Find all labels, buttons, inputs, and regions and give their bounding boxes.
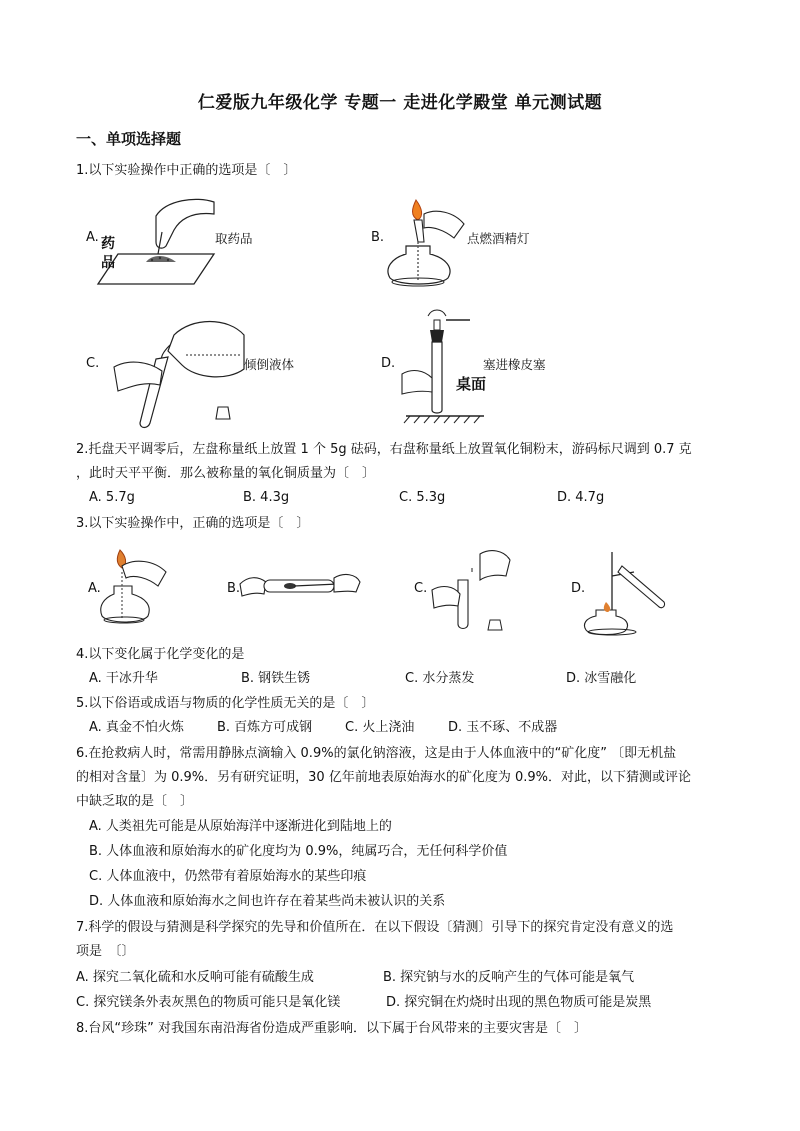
q2-option-d: D. 4.7g — [557, 490, 605, 505]
question-5-stem: 5.以下俗语或成语与物质的化学性质无关的是〔 〕 — [76, 696, 375, 711]
q1-option-d-figure — [398, 302, 488, 424]
question-4-stem: 4.以下变化属于化学变化的是 — [76, 647, 245, 662]
q1-option-a-letter: A. — [86, 230, 99, 245]
q4-option-b: B. 钢铁生锈 — [241, 671, 311, 686]
q4-option-d: D. 冰雪融化 — [566, 671, 637, 686]
q2-option-a: A. 5.7g — [89, 490, 135, 505]
q6-option-a: A. 人类祖先可能是从原始海洋中逐渐进化到陆地上的 — [89, 819, 392, 834]
question-2-stem-line-2: ，此时天平平衡．那么被称量的氧化铜质量为〔 〕 — [76, 466, 376, 481]
q5-option-b: B. 百炼方可成钢 — [217, 720, 313, 735]
q3-option-d-figure — [582, 546, 668, 638]
q1-option-c-figure — [104, 305, 249, 440]
question-1-stem: 1.以下实验操作中正确的选项是〔 〕 — [76, 163, 297, 178]
q3-option-d-letter: D. — [571, 581, 586, 596]
q3-option-c-letter: C. — [414, 581, 428, 596]
q2-option-b: B. 4.3g — [243, 490, 290, 505]
question-7-stem-line-1: 7.科学的假设与猜测是科学探究的先导和价值所在．在以下假设〔猜测〕引导下的探究肯定没有意义的选 — [76, 920, 674, 935]
question-6-stem-line-2: 的相对含量〕为 0.9%．另有研究证明，30 亿年前地表原始海水的矿化度为 0.9%．对此，以下猜测或评论 — [76, 770, 691, 785]
q1-option-b-figure — [384, 194, 474, 290]
q1-option-c-letter: C. — [86, 356, 100, 371]
q3-option-b-figure — [238, 568, 363, 604]
q5-option-c: C. 火上浇油 — [345, 720, 415, 735]
q1-option-c-caption: 倾倒液体 — [244, 357, 295, 372]
q1-figure-label-pin: 品 — [101, 255, 115, 271]
question-8-stem: 8.台风“珍珠” 对我国东南沿海省份造成严重影响．以下属于台风带来的主要灾害是〔 〕 — [76, 1021, 588, 1036]
q1-option-a-caption: 取药品 — [215, 231, 253, 246]
q2-option-c: C. 5.3g — [399, 490, 446, 505]
q3-option-b-letter: B. — [227, 581, 241, 596]
q4-option-c: C. 水分蒸发 — [405, 671, 475, 686]
q6-option-b: B. 人体血液和原始海水的矿化度均为 0.9%，纯属巧合，无任何科学价值 — [89, 844, 508, 859]
q1-option-b-letter: B. — [371, 230, 385, 245]
q1-figure-label-yao: 药 — [101, 236, 115, 252]
question-6-stem-line-1: 6.在抢救病人时，常需用静脉点滴输入 0.9%的氯化钠溶液，这是由于人体血液中的“矿化度” 〔即无机盐 — [76, 746, 677, 761]
q7-option-c: C. 探究镁条外表灰黑色的物质可能只是氧化镁 — [76, 995, 341, 1010]
question-3-stem: 3.以下实验操作中，正确的选项是〔 〕 — [76, 516, 310, 531]
section-heading: 一、单项选择题 — [76, 130, 182, 148]
page-title: 仁爱版九年级化学 专题一 走进化学殿堂 单元测试题 — [197, 93, 603, 113]
question-2-stem-line-1: 2.托盘天平调零后，左盘称量纸上放置 1 个 5g 砝码，右盘称量纸上放置氧化铜粉末，游码标尺调到 0.7 克 — [76, 442, 692, 457]
q3-option-c-figure — [428, 546, 528, 636]
q1-figure-label-desk: 桌面 — [456, 375, 487, 393]
q1-option-b-caption: 点燃酒精灯 — [467, 231, 530, 246]
q7-option-a: A. 探究二氧化硫和水反响可能有硫酸生成 — [76, 970, 314, 985]
q1-option-d-caption: 塞进橡皮塞 — [483, 357, 546, 372]
q3-option-a-letter: A. — [88, 581, 101, 596]
q4-option-a: A. 干冰升华 — [89, 671, 158, 686]
question-7-stem-line-2: 项是 〔〕 — [76, 944, 135, 959]
q7-option-b: B. 探究钠与水的反响产生的气体可能是氧气 — [383, 970, 635, 985]
q1-option-d-letter: D. — [381, 356, 396, 371]
q3-option-a-figure — [100, 546, 172, 628]
q7-option-d: D. 探究铜在灼烧时出现的黑色物质可能是炭黑 — [386, 995, 652, 1010]
question-6-stem-line-3: 中缺乏取的是〔 〕 — [76, 794, 194, 809]
q5-option-d: D. 玉不琢、不成器 — [448, 720, 558, 735]
q5-option-a: A. 真金不怕火炼 — [89, 720, 184, 735]
q6-option-d: D. 人体血液和原始海水之间也许存在着某些尚未被认识的关系 — [89, 894, 446, 909]
q6-option-c: C. 人体血液中，仍然带有着原始海水的某些印痕 — [89, 869, 367, 884]
